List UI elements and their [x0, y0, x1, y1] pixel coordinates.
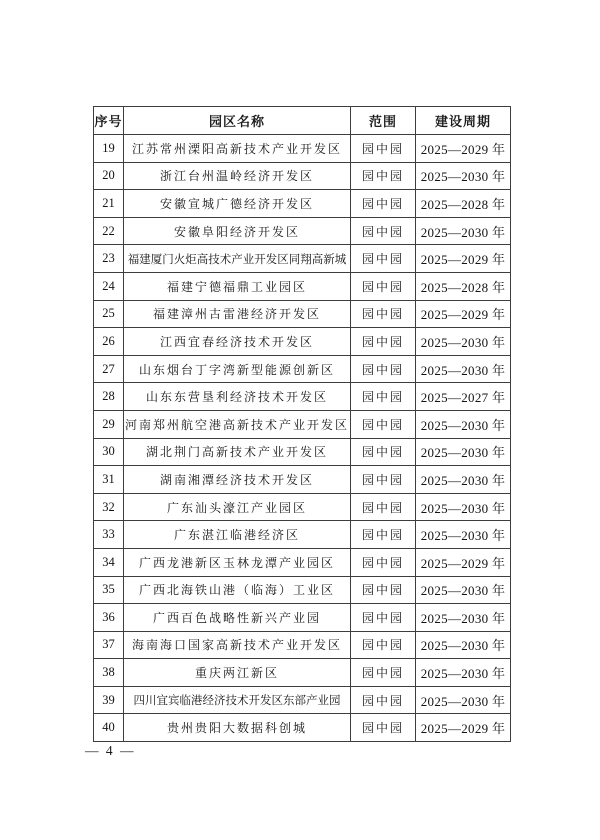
- cell-scope: 园中园: [351, 135, 416, 163]
- cell-serial-number: 27: [94, 355, 124, 383]
- cell-serial-number: 32: [94, 493, 124, 521]
- cell-scope: 园中园: [351, 714, 416, 742]
- cell-construction-period: 2025—2029 年: [416, 135, 511, 163]
- cell-construction-period: 2025—2030 年: [416, 686, 511, 714]
- table-row: [94, 272, 511, 300]
- cell-park-name: 湖南湘潭经济技术开发区: [124, 466, 351, 494]
- table-row: [94, 438, 511, 466]
- cell-scope: 园中园: [351, 383, 416, 411]
- cell-scope: 园中园: [351, 576, 416, 604]
- cell-serial-number: 29: [94, 410, 124, 438]
- cell-scope: 园中园: [351, 217, 416, 245]
- cell-scope: 园中园: [351, 162, 416, 190]
- cell-scope: 园中园: [351, 272, 416, 300]
- table-row: [94, 466, 511, 494]
- cell-construction-period: 2025—2027 年: [416, 383, 511, 411]
- cell-serial-number: 35: [94, 576, 124, 604]
- header-scope: 范围: [351, 107, 416, 135]
- cell-park-name: 山东烟台丁字湾新型能源创新区: [124, 355, 351, 383]
- cell-scope: 园中园: [351, 521, 416, 549]
- cell-construction-period: 2025—2029 年: [416, 245, 511, 273]
- cell-park-name: 安徽阜阳经济开发区: [124, 217, 351, 245]
- cell-scope: 园中园: [351, 355, 416, 383]
- cell-park-name: 浙江台州温岭经济开发区: [124, 162, 351, 190]
- cell-serial-number: 21: [94, 190, 124, 218]
- table-row: [94, 521, 511, 549]
- cell-serial-number: 39: [94, 686, 124, 714]
- cell-park-name: 广西百色战略性新兴产业园: [124, 604, 351, 632]
- table-row: [94, 686, 511, 714]
- cell-serial-number: 37: [94, 631, 124, 659]
- header-construction-period: 建设周期: [416, 107, 511, 135]
- cell-serial-number: 22: [94, 217, 124, 245]
- cell-scope: 园中园: [351, 245, 416, 273]
- cell-park-name: 福建厦门火炬高技术产业开发区同翔高新城: [124, 245, 351, 273]
- cell-park-name: 广东湛江临港经济区: [124, 521, 351, 549]
- cell-construction-period: 2025—2030 年: [416, 438, 511, 466]
- table-header: [94, 107, 511, 135]
- cell-scope: 园中园: [351, 686, 416, 714]
- table-row: [94, 604, 511, 632]
- cell-park-name: 广西北海铁山港（临海）工业区: [124, 576, 351, 604]
- cell-serial-number: 24: [94, 272, 124, 300]
- header-serial-number: 序号: [94, 107, 124, 135]
- cell-scope: 园中园: [351, 659, 416, 687]
- cell-construction-period: 2025—2030 年: [416, 410, 511, 438]
- cell-serial-number: 38: [94, 659, 124, 687]
- cell-scope: 园中园: [351, 438, 416, 466]
- cell-construction-period: 2025—2030 年: [416, 659, 511, 687]
- cell-park-name: 河南郑州航空港高新技术产业开发区: [124, 410, 351, 438]
- cell-scope: 园中园: [351, 410, 416, 438]
- cell-scope: 园中园: [351, 604, 416, 632]
- cell-park-name: 广西龙港新区玉林龙潭产业园区: [124, 548, 351, 576]
- cell-serial-number: 28: [94, 383, 124, 411]
- cell-construction-period: 2025—2030 年: [416, 521, 511, 549]
- cell-scope: 园中园: [351, 466, 416, 494]
- cell-park-name: 贵州贵阳大数据科创城: [124, 714, 351, 742]
- cell-serial-number: 19: [94, 135, 124, 163]
- cell-park-name: 海南海口国家高新技术产业开发区: [124, 631, 351, 659]
- table-row: [94, 631, 511, 659]
- cell-serial-number: 36: [94, 604, 124, 632]
- cell-serial-number: 33: [94, 521, 124, 549]
- cell-scope: 园中园: [351, 631, 416, 659]
- cell-scope: 园中园: [351, 493, 416, 521]
- cell-park-name: 重庆两江新区: [124, 659, 351, 687]
- cell-construction-period: 2025—2030 年: [416, 576, 511, 604]
- cell-construction-period: 2025—2030 年: [416, 604, 511, 632]
- cell-park-name: 湖北荆门高新技术产业开发区: [124, 438, 351, 466]
- cell-scope: 园中园: [351, 190, 416, 218]
- page-number: — 4 —: [85, 743, 136, 758]
- cell-serial-number: 26: [94, 328, 124, 356]
- table-row: [94, 493, 511, 521]
- cell-scope: 园中园: [351, 328, 416, 356]
- cell-serial-number: 31: [94, 466, 124, 494]
- cell-park-name: 江苏常州溧阳高新技术产业开发区: [124, 135, 351, 163]
- cell-construction-period: 2025—2028 年: [416, 190, 511, 218]
- table-row: [94, 162, 511, 190]
- cell-park-name: 广东汕头濠江产业园区: [124, 493, 351, 521]
- table-row: [94, 383, 511, 411]
- table-row: [94, 217, 511, 245]
- table-row: [94, 576, 511, 604]
- cell-serial-number: 34: [94, 548, 124, 576]
- cell-construction-period: 2025—2030 年: [416, 355, 511, 383]
- parks-table: [93, 106, 511, 742]
- cell-construction-period: 2025—2030 年: [416, 162, 511, 190]
- cell-construction-period: 2025—2030 年: [416, 328, 511, 356]
- cell-serial-number: 20: [94, 162, 124, 190]
- table-row: [94, 135, 511, 163]
- table-row: [94, 659, 511, 687]
- table-row: [94, 714, 511, 742]
- cell-serial-number: 25: [94, 300, 124, 328]
- cell-park-name: 山东东营垦利经济技术开发区: [124, 383, 351, 411]
- cell-scope: 园中园: [351, 300, 416, 328]
- cell-construction-period: 2025—2030 年: [416, 631, 511, 659]
- cell-park-name: 安徽宣城广德经济开发区: [124, 190, 351, 218]
- cell-serial-number: 30: [94, 438, 124, 466]
- cell-construction-period: 2025—2030 年: [416, 217, 511, 245]
- cell-scope: 园中园: [351, 548, 416, 576]
- cell-construction-period: 2025—2030 年: [416, 466, 511, 494]
- table-row: [94, 548, 511, 576]
- cell-park-name: 福建漳州古雷港经济开发区: [124, 300, 351, 328]
- table-row: [94, 190, 511, 218]
- header-park-name: 园区名称: [124, 107, 351, 135]
- cell-serial-number: 23: [94, 245, 124, 273]
- table-row: [94, 300, 511, 328]
- cell-park-name: 江西宜春经济技术开发区: [124, 328, 351, 356]
- cell-construction-period: 2025—2030 年: [416, 493, 511, 521]
- cell-construction-period: 2025—2028 年: [416, 272, 511, 300]
- cell-construction-period: 2025—2029 年: [416, 300, 511, 328]
- cell-park-name: 四川宜宾临港经济技术开发区东部产业园: [124, 686, 351, 714]
- table-header-row: [94, 107, 511, 135]
- cell-serial-number: 40: [94, 714, 124, 742]
- table-row: [94, 328, 511, 356]
- cell-park-name: 福建宁德福鼎工业园区: [124, 272, 351, 300]
- table-row: [94, 410, 511, 438]
- table-row: [94, 355, 511, 383]
- table-row: [94, 245, 511, 273]
- cell-construction-period: 2025—2029 年: [416, 714, 511, 742]
- table-body: [94, 135, 511, 742]
- cell-construction-period: 2025—2029 年: [416, 548, 511, 576]
